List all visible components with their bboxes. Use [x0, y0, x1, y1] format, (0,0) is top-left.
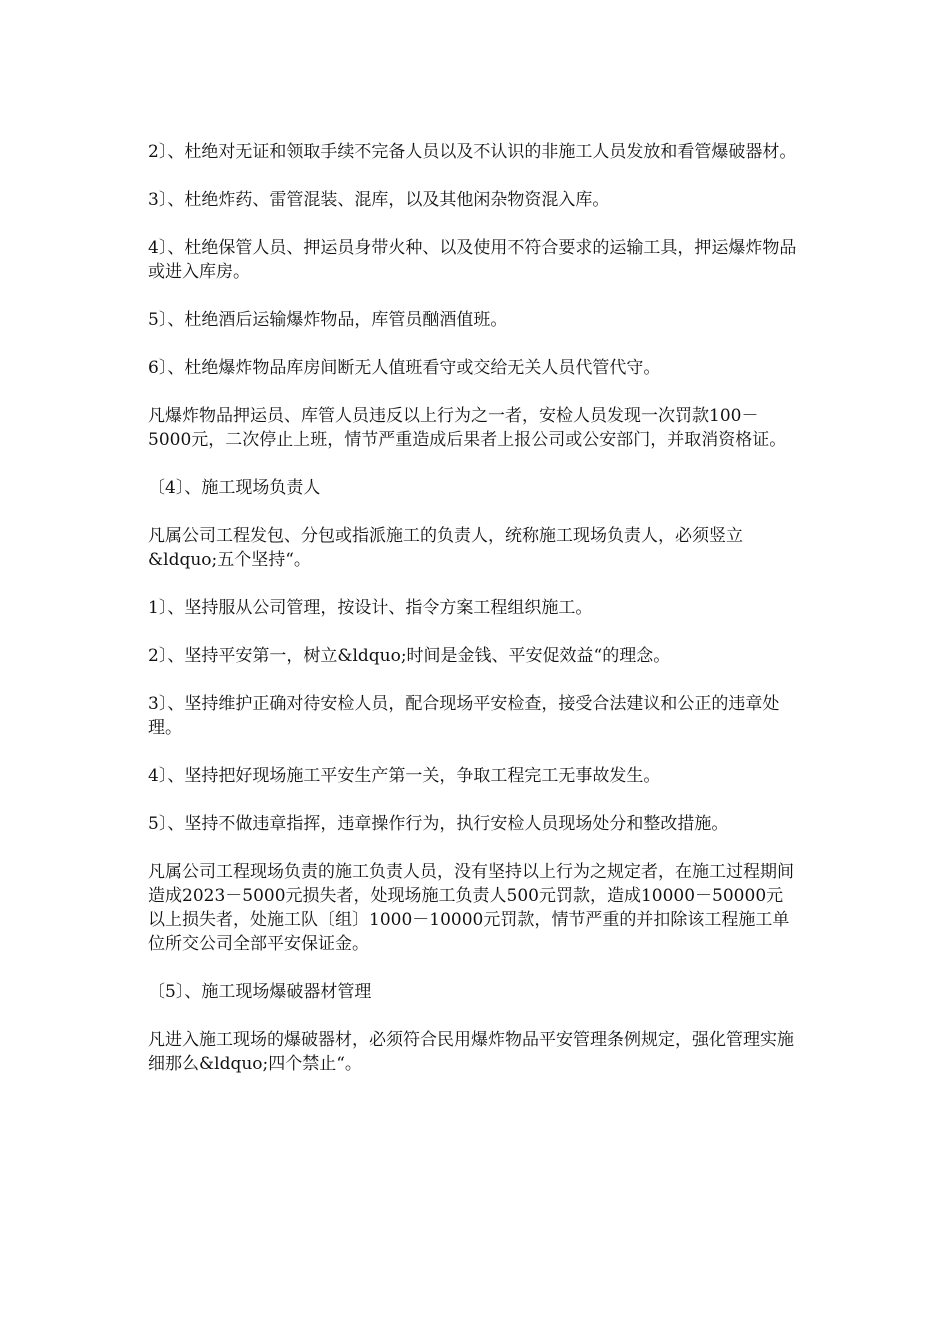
paragraph-rule-2: 2〕、杜绝对无证和领取手续不完备人员以及不认识的非施工人员发放和看管爆破器材。 [148, 142, 797, 162]
paragraph-principle-2: 2〕、坚持平安第一，树立&ldquo;时间是金钱、平安促效益“的理念。 [148, 646, 671, 666]
document-body [148, 140, 800, 1100]
paragraph-principle-1: 1〕、坚持服从公司管理，按设计、指令方案工程组织施工。 [148, 598, 593, 618]
paragraph-penalty-site-manager: 凡属公司工程现场负责的施工负责人员，没有坚持以上行为之规定者，在施工过程期间造成2023－5000元损失者，处现场施工负责人500元罚款，造成10000－50000元以上损失者，处施工队〔组〕1000－10000元罚款，情节严重的并扣除该工程施工单位所交公司全部平安保证金。 [148, 862, 794, 954]
section-heading-blasting-materials: 〔5〕、施工现场爆破器材管理 [148, 982, 372, 1002]
paragraph-rule-4: 4〕、杜绝保管人员、押运员身带火种、以及使用不符合要求的运输工具，押运爆炸物品或进入库房。 [148, 238, 797, 282]
paragraph-penalty-escort: 凡爆炸物品押运员、库管人员违反以上行为之一者，安检人员发现一次罚款100－5000元，二次停止上班，情节严重造成后果者上报公司或公安部门，并取消资格证。 [148, 406, 787, 450]
section-heading-site-manager: 〔4〕、施工现场负责人 [148, 478, 321, 498]
paragraph-rule-5: 5〕、杜绝酒后运输爆炸物品，库管员酗酒值班。 [148, 310, 508, 330]
paragraph-blasting-materials-intro: 凡进入施工现场的爆破器材，必须符合民用爆炸物品平安管理条例规定，强化管理实施细那么&ldquo;四个禁止“。 [148, 1030, 794, 1074]
paragraph-rule-6: 6〕、杜绝爆炸物品库房间断无人值班看守或交给无关人员代管代守。 [148, 358, 661, 378]
paragraph-site-manager-intro: 凡属公司工程发包、分包或指派施工的负责人，统称施工现场负责人，必须竖立&ldquo;五个坚持“。 [148, 526, 743, 570]
paragraph-rule-3: 3〕、杜绝炸药、雷管混装、混库，以及其他闲杂物资混入库。 [148, 190, 610, 210]
paragraph-principle-3: 3〕、坚持维护正确对待安检人员，配合现场平安检查，接受合法建议和公正的违章处理。 [148, 694, 780, 738]
paragraph-principle-4: 4〕、坚持把好现场施工平安生产第一关，争取工程完工无事故发生。 [148, 766, 661, 786]
paragraph-principle-5: 5〕、坚持不做违章指挥，违章操作行为，执行安检人员现场处分和整改措施。 [148, 814, 729, 834]
